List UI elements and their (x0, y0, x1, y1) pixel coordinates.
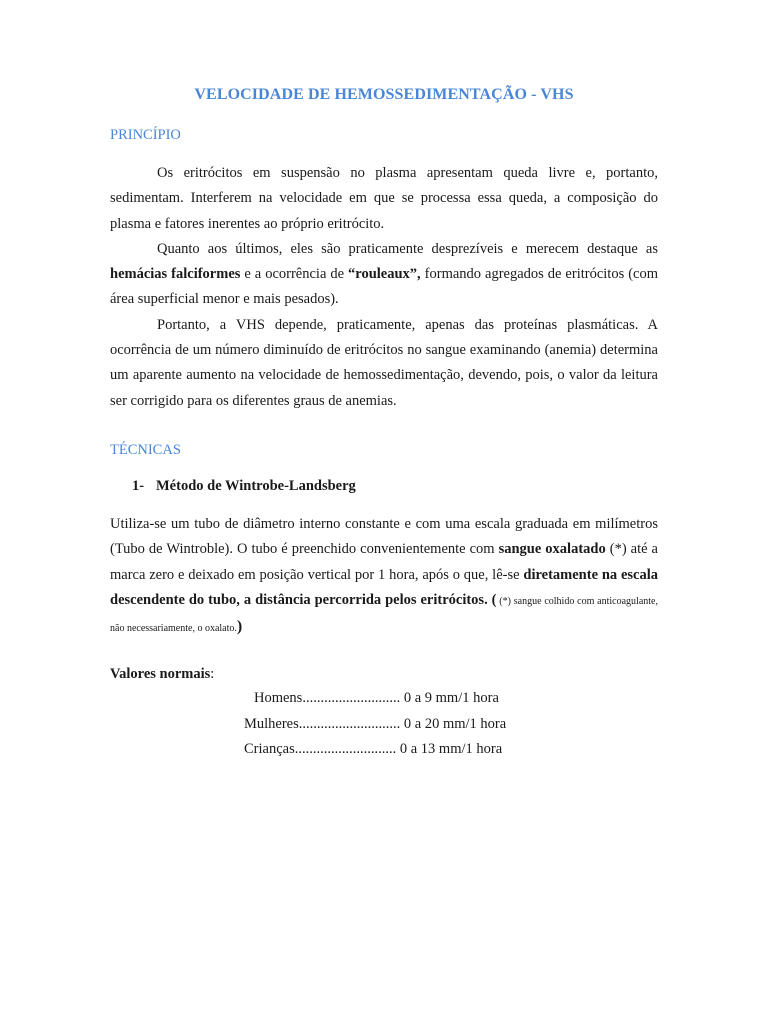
valores-normais-label (110, 666, 214, 683)
p2-bold-hemacias: hemácias falciformes (110, 266, 241, 283)
p2-text-c: formando agregados de eritrócitos (com área superficial menor e mais pesados). (110, 266, 658, 308)
row-label: Crianças (244, 741, 295, 757)
bold-sangue-oxalatado: sangue oxalatado (498, 541, 606, 558)
list-number: 1- (132, 478, 145, 494)
row-dots: ........................... (302, 690, 401, 706)
row-value: 0 a 20 mm/1 hora (400, 716, 507, 732)
p2-text-b: e a ocorrência de (240, 266, 349, 283)
valores-label-text: Valores normais (110, 666, 211, 682)
method-text-b: (*) até a marca zero e deixado em posição vertical por 1 hora, após o que, lê-se (110, 541, 658, 583)
p2-bold-rouleaux: “rouleaux”, (348, 266, 421, 283)
row-value: 0 a 13 mm/1 hora (396, 741, 503, 757)
bold-diretamente: diretamente na escala descendente do tubo, a distância percorrida pelos eritrócitos. ( (110, 566, 658, 608)
row-value: 0 a 9 mm/1 hora (400, 690, 499, 706)
closing-parenthesis: ) (236, 618, 243, 636)
row-dots: ............................ (298, 716, 401, 732)
method-text-a: Utiliza-se um tubo de diâmetro interno constante e com uma escala graduada em milímetros (Tubo de Wintroble). O tubo é preenchido convenientemente com (110, 516, 658, 558)
principio-paragraph-1: Os eritrócitos em suspensão no plasma apresentam queda livre e, portanto, sedimentam. Interferem na velocidade em que se processa essa queda, a composição do plasma e fatores inerentes ao próprio eritrócito. (110, 165, 658, 232)
valores-row-mulheres (244, 716, 506, 738)
row-dots: ............................ (294, 741, 397, 757)
footnote-anticoagulante: (*) sangue colhido com anticoagulante, não necessariamente, o oxalato. (110, 595, 658, 635)
row-label: Homens (254, 690, 303, 706)
document-title: VELOCIDADE DE HEMOSSEDIMENTAÇÃO - VHS (194, 86, 574, 103)
principio-section (110, 161, 658, 414)
valores-row-criancas (244, 741, 502, 763)
valores-row-homens (254, 690, 499, 712)
row-label: Mulheres (244, 716, 299, 732)
method-paragraph (110, 512, 658, 641)
method-title: Método de Wintrobe-Landsberg (156, 478, 356, 494)
valores-colon: : (210, 666, 215, 682)
method-description (110, 512, 658, 641)
heading-principio: PRINCÍPIO (110, 127, 181, 143)
heading-tecnicas: TÉCNICAS (110, 442, 181, 458)
principio-paragraph-3: Portanto, a VHS depende, praticamente, apenas das proteínas plasmáticas. A ocorrência de um número diminuído de eritrócitos no sangue examinando (anemia) determina um aparente aumento na velocidade de hemossedimentação, devendo, pois, o valor da leitura ser corrigido para os diferentes graus de anemias. (110, 316, 658, 409)
p2-text-a: Quanto aos últimos, eles são praticamente desprezíveis e merecem destaque as (157, 240, 658, 257)
method-list-item (132, 478, 356, 495)
principio-paragraph-2 (110, 237, 658, 313)
